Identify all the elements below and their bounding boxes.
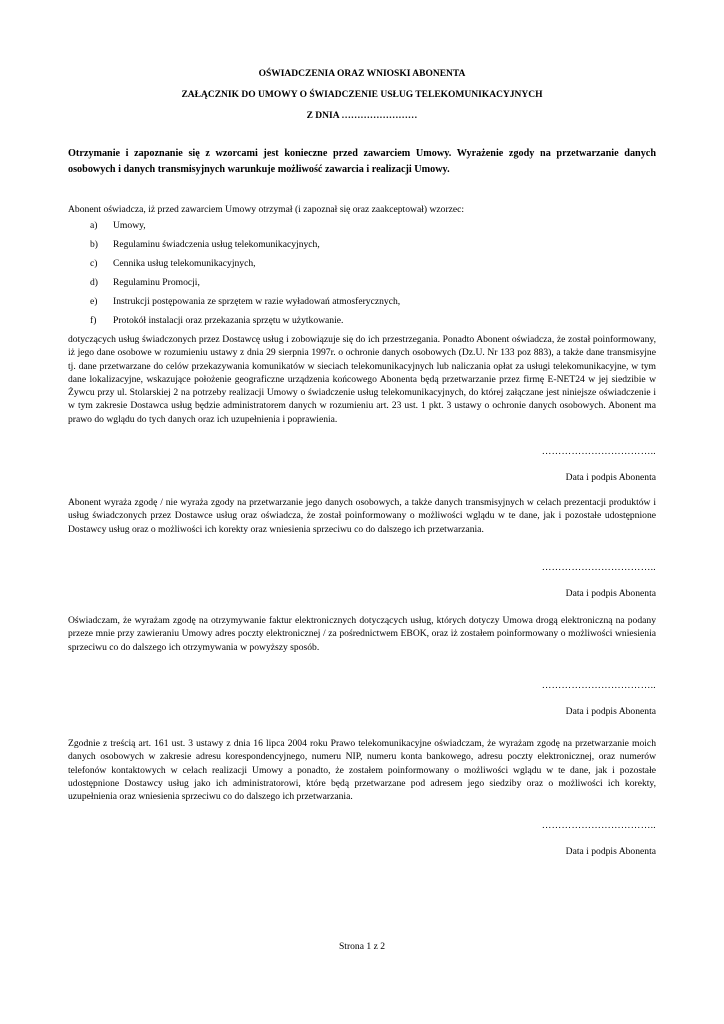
list-item-text: Regulaminu Promocji, <box>113 277 200 288</box>
data-processing-paragraph: dotyczących usług świadczonych przez Dostawcę usług i zobowiązuje się do ich przestrzegania. Ponadto Abonent oświadcza, że został poinformowany, iż jego dane osobowe w rozumieniu ustawy z dnia 29 sierpnia 1997r. o ochronie danych osobowych (Dz.U. Nr 133 poz 883), a także dane transmisyjne tj. dane przetwarzane do celów przekazywania komunikatów w sieciach telekomunikacyjnych lub naliczania opłat za usługi telekomunikacyjne, w tym dane lokalizacyjne, wskazujące położenie geograficzne urządzenia końcowego Abonenta będą przetwarzanie przez firmę E-NET24 w jej siedzibie w Żywcu przy ul. Stolarskiej 2 na potrzeby realizacji Umowy o świadczenie usług telekomunikacyjnych, do której załączane jest niniejsze oświadczenie i w tym zakresie Dostawca usług będzie administratorem danych w rozumieniu art. 23 ust. 1 pkt. 3 ustawy o ochronie danych osobowych. Abonent ma prawo do wglądu do tych danych oraz ich uzupełnienia i poprawienia. <box>68 334 656 425</box>
list-item <box>68 296 656 310</box>
document-subtitle: ZAŁĄCZNIK DO UMOWY O ŚWIADCZENIE USŁUG TELEKOMUNIKACYJNYCH <box>181 90 543 100</box>
list-item-letter: d) <box>90 277 98 288</box>
signature-line: …………………………….. <box>541 680 656 691</box>
signature-label: Data i podpis Abonenta <box>565 846 656 857</box>
signature-line: …………………………….. <box>541 820 656 831</box>
signature-label: Data i podpis Abonenta <box>565 588 656 599</box>
marketing-consent-paragraph: Abonent wyraża zgodę / nie wyraża zgody na przetwarzanie jego danych osobowych, a także danych transmisyjnych w celach prezentacji produktów i usług świadczonych przez Dostawce usług oraz oświadcza, że został poinformowany o możliwości wglądu w te dane, jak i pozostałe udostępnione Dostawcy usług oraz o możliwości ich korekty oraz wniesienia sprzeciwu co do dalszego ich przetwarzania. <box>68 497 656 535</box>
signature-block <box>356 446 656 483</box>
telecom-law-consent-paragraph: Zgodnie z treścią art. 161 ust. 3 ustawy z dnia 16 lipca 2004 roku Prawo telekomunikacyjne oświadczam, że wyrażam zgodę na przetwarzanie moich danych osobowych w zakresie adresu korespondencyjnego, numeru NIP, numeru konta bankowego, adresu poczty elektronicznej, oraz numerów telefonów kontaktowych w celach realizacji Umowy a ponadto, że zostałem poinformowany o możliwości wglądu w te dane, jak i pozostałe udostępnione Dostawcy usług jako ich administratorowi, które będą przetwarzane pod adresem jego siedziby oraz o możliwości ich korekty, uzupełnienia oraz wniesienia sprzeciwu co do dalszego ich przetwarzania. <box>68 738 656 803</box>
list-item <box>68 239 656 253</box>
page-number: Strona 1 z 2 <box>338 941 386 952</box>
e-invoice-consent-paragraph: Oświadczam, że wyrażam zgodę na otrzymywanie faktur elektronicznych dotyczących usług, których dotyczy Umowa drogą elektroniczną na podany przeze mnie przy zawieraniu Umowy adres poczty elektronicznej / za pośrednictwem EBOK, oraz iż zostałem poinformowany o możliwości wniesienia sprzeciwu co do dalszego ich otrzymywania w powyższy sposób. <box>68 615 656 653</box>
document-date-line: Z DNIA …………………… <box>306 111 418 121</box>
signature-label: Data i podpis Abonenta <box>565 706 656 717</box>
signature-line: …………………………….. <box>541 562 656 573</box>
intro-notice: Otrzymanie i zapoznanie się z wzorcami jest konieczne przed zawarciem Umowy. Wyrażenie zgody na przetwarzanie danych osobowych i danych transmisyjnych warunkuje możliwość zawarcia i realizacji Umowy. <box>68 148 656 175</box>
list-item <box>68 277 656 291</box>
list-item-text: Umowy, <box>113 220 146 231</box>
list-item-letter: b) <box>90 239 98 250</box>
list-item-text: Regulaminu świadczenia usług telekomunikacyjnych, <box>113 239 320 250</box>
signature-block <box>356 680 656 717</box>
list-item-text: Instrukcji postępowania ze sprzętem w razie wyładowań atmosferycznych, <box>113 296 401 307</box>
list-item-text: Protokół instalacji oraz przekazania sprzętu w użytkowanie. <box>113 315 344 326</box>
signature-block <box>356 562 656 599</box>
signature-label: Data i podpis Abonenta <box>565 472 656 483</box>
list-item <box>68 258 656 272</box>
list-item-letter: a) <box>90 220 98 231</box>
list-item-letter: e) <box>90 296 98 307</box>
list-item <box>68 220 656 234</box>
signature-line: …………………………….. <box>541 446 656 457</box>
signature-block <box>356 820 656 857</box>
list-item-letter: c) <box>90 258 98 269</box>
list-item <box>68 315 656 329</box>
list-item-text: Cennika usług telekomunikacyjnych, <box>113 258 256 269</box>
list-item-letter: f) <box>90 315 97 326</box>
document-title: OŚWIADCZENIA ORAZ WNIOSKI ABONENTA <box>258 69 466 79</box>
statement-text: Abonent oświadcza, iż przed zawarciem Umowy otrzymał (i zapoznał się oraz zaakceptował) wzorzec: <box>68 204 465 215</box>
